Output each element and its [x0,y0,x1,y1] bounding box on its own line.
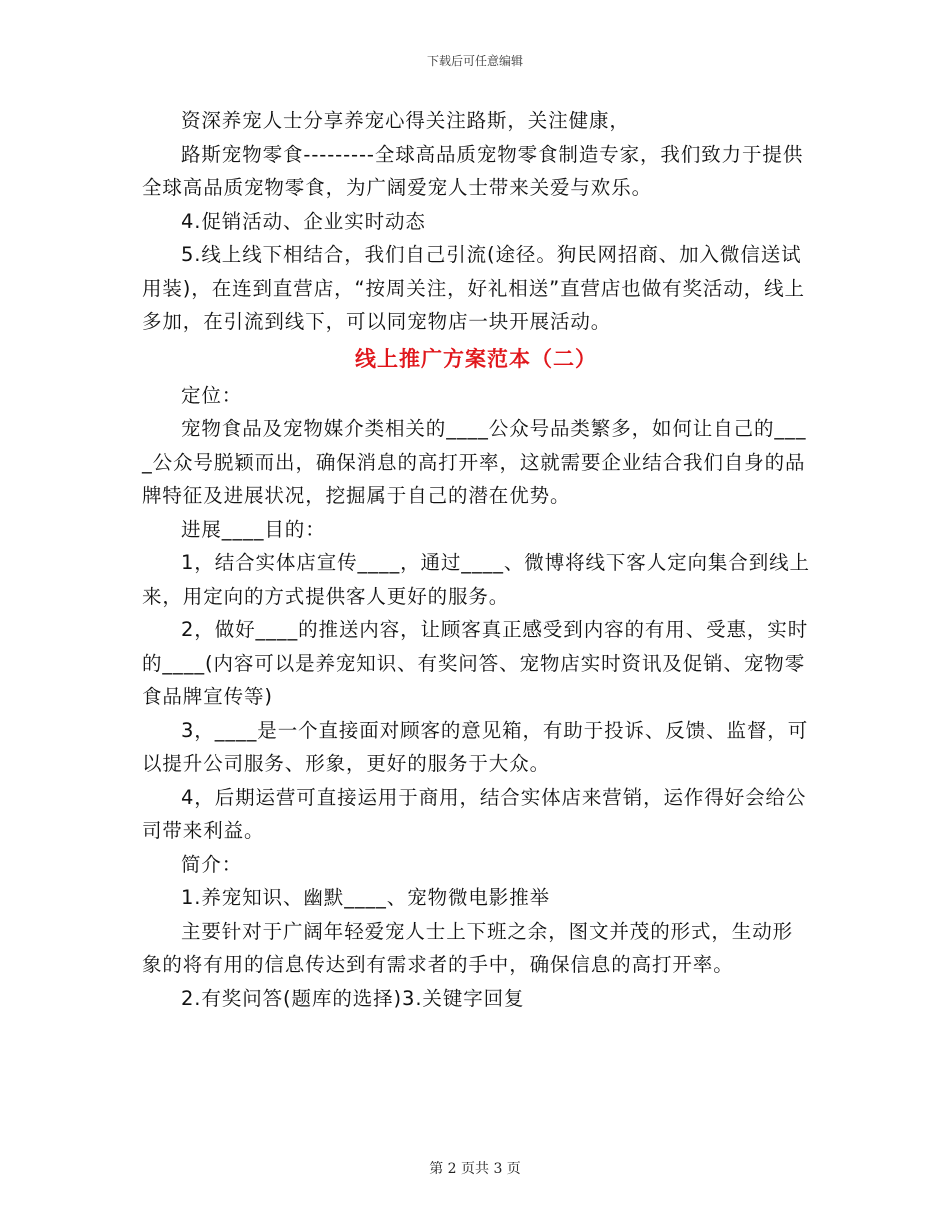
paragraph: 路斯宠物零食---------全球高品质宠物零食制造专家，我们致力于提供全球高品质宠物零食，为广阔爱宠人士带来关爱与欢乐。 [142,142,804,199]
paragraph: 简介： [181,852,243,876]
paragraph: 2，做好____的推送内容，让顾客真正感受到内容的有用、受惠，实时的____(内容可以是养宠知识、有奖问答、宠物店实时资讯及促销、宠物零食品牌宣传等) [142,618,809,708]
paragraph: 1，结合实体店宣传____，通过____、微博将线下客人定向集合到线上来，用定向的方式提供客人更好的服务。 [142,551,810,608]
page-footer: 第 2 页共 3 页 [429,1161,521,1177]
paragraph: 1.养宠知识、幽默____、宠物微电影推举 [181,886,551,909]
paragraph: 进展____目的： [181,517,326,541]
paragraph: 资深养宠人士分享养宠心得关注路斯，关注健康， [181,109,630,132]
paragraph: 主要针对于广阔年轻爱宠人士上下班之余，图文并茂的形式，生动形象的将有用的信息传达到有需求者的手中，确保信息的高打开率。 [142,919,794,976]
paragraph: 3，____是一个直接面对顾客的意见箱，有助于投诉、反馈、监督，可以提升公司服务、形象，更好的服务于大众。 [142,718,809,775]
paragraph: 4，后期运营可直接运用于商用，结合实体店来营销，运作得好会给公司带来利益。 [142,785,807,842]
paragraph: 4.促销活动、企业实时动态 [181,209,426,233]
paragraph: 宠物食品及宠物媒介类相关的____公众号品类繁多，如何让自己的____公众号脱颖而出，确保消息的高打开率，这就需要企业结合我们自身的品牌特征及进展状况，挖掘属于自己的潜在优势。 [142,417,807,507]
page-header: 下载后可任意编辑 [426,54,523,68]
section-title: 线上推广方案范本（二） [355,346,597,371]
paragraph: 定位： [181,383,243,407]
document-body [142,104,810,1015]
paragraph: 5.线上线下相结合，我们自己引流(途径。狗民网招商、加入微信送试用装)，在连到直营店，“按周关注，好礼相送”直营店也做有奖活动，线上多加，在引流到线下，可以同宠物店一块开展活动。 [142,243,805,333]
paragraph: 2.有奖问答(题库的选择)3.关键字回复 [181,986,525,1010]
